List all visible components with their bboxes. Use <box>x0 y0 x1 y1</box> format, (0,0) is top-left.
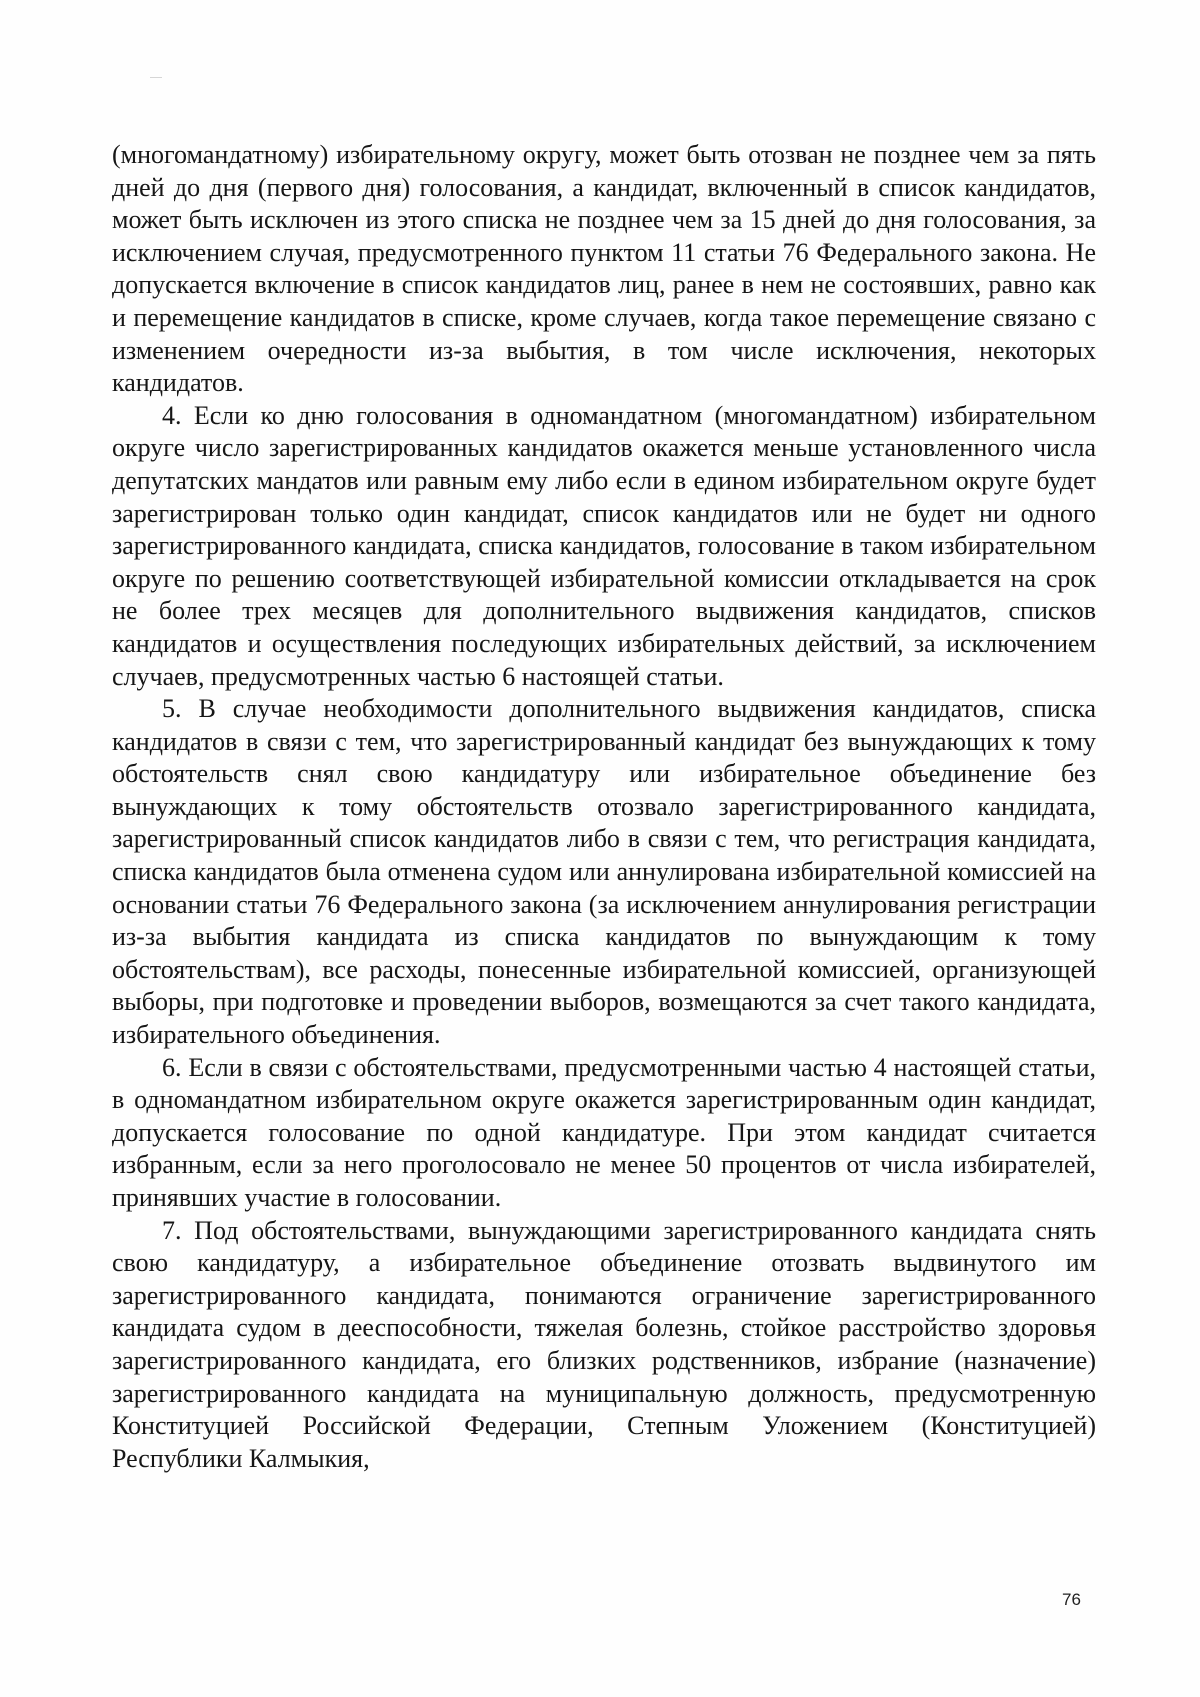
document-body <box>112 139 1096 1475</box>
scan-artifact <box>150 77 162 78</box>
paragraph-item-6: 6. Если в связи с обстоятельствами, предусмотренными частью 4 настоящей статьи, в одномандатном избирательном округе окажется зарегистрированным один кандидат, допускается голосование по одной кандидатуре. При этом кандидат считается избранным, если за него проголосовало не менее 50 процентов от числа избирателей, принявших участие в голосовании. <box>112 1052 1096 1212</box>
paragraph-item-4: 4. Если ко дню голосования в одномандатном (многомандатном) избирательном округе число зарегистрированных кандидатов окажется меньше установленного числа депутатских мандатов или равным ему либо если в едином избирательном округе будет зарегистрирован только один кандидат, список кандидатов или не будет ни одного зарегистрированного кандидата, списка кандидатов, голосование в таком избирательном округе по решению соответствующей избирательной комиссии откладывается на срок не более трех месяцев для дополнительного выдвижения кандидатов, списков кандидатов и осуществления последующих избирательных действий, за исключением случаев, предусмотренных частью 6 настоящей статьи. <box>112 400 1096 691</box>
paragraph-item-7: 7. Под обстоятельствами, вынуждающими зарегистрированного кандидата снять свою кандидатуру, а избирательное объединение отозвать выдвинутого им зарегистрированного кандидата, понимаются ограничение зарегистрированного кандидата судом в дееспособности, тяжелая болезнь, стойкое расстройство здоровья зарегистрированного кандидата, его близких родственников, избрание (назначение) зарегистрированного кандидата на муниципальную должность, предусмотренную Конституцией Российской Федерации, Степным Уложением (Конституцией) Республики Калмыкия, <box>112 1215 1096 1473</box>
paragraph-item-5: 5. В случае необходимости дополнительного выдвижения кандидатов, списка кандидатов в связи с тем, что зарегистрированный кандидат без вынуждающих к тому обстоятельств снял свою кандидатуру или избирательное объединение без вынуждающих к тому обстоятельств отозвало зарегистрированного кандидата, зарегистрированный список кандидатов либо в связи с тем, что регистрация кандидата, списка кандидатов была отменена судом или аннулирована избирательной комиссией на основании статьи 76 Федерального закона (за исключением аннулирования регистрации из-за выбытия кандидата из списка кандидатов по вынуждающим к тому обстоятельствам), все расходы, понесенные избирательной комиссией, организующей выборы, при подготовке и проведении выборов, возмещаются за счет такого кандидата, избирательного объединения. <box>112 694 1096 1050</box>
paragraph-continuation: (многомандатному) избирательному округу, может быть отозван не позднее чем за пять дней до дня (первого дня) голосования, а кандидат, включенный в список кандидатов, может быть исключен из этого списка не позднее чем за 15 дней до дня голосования, за исключением случая, предусмотренного пунктом 11 статьи 76 Федерального закона. Не допускается включение в список кандидатов лиц, ранее в нем не состоявших, равно как и перемещение кандидатов в списке, кроме случаев, когда такое перемещение связано с изменением очередности из-за выбытия, в том числе исключения, некоторых кандидатов. <box>112 140 1096 398</box>
page-number: 76 <box>1062 1590 1081 1609</box>
